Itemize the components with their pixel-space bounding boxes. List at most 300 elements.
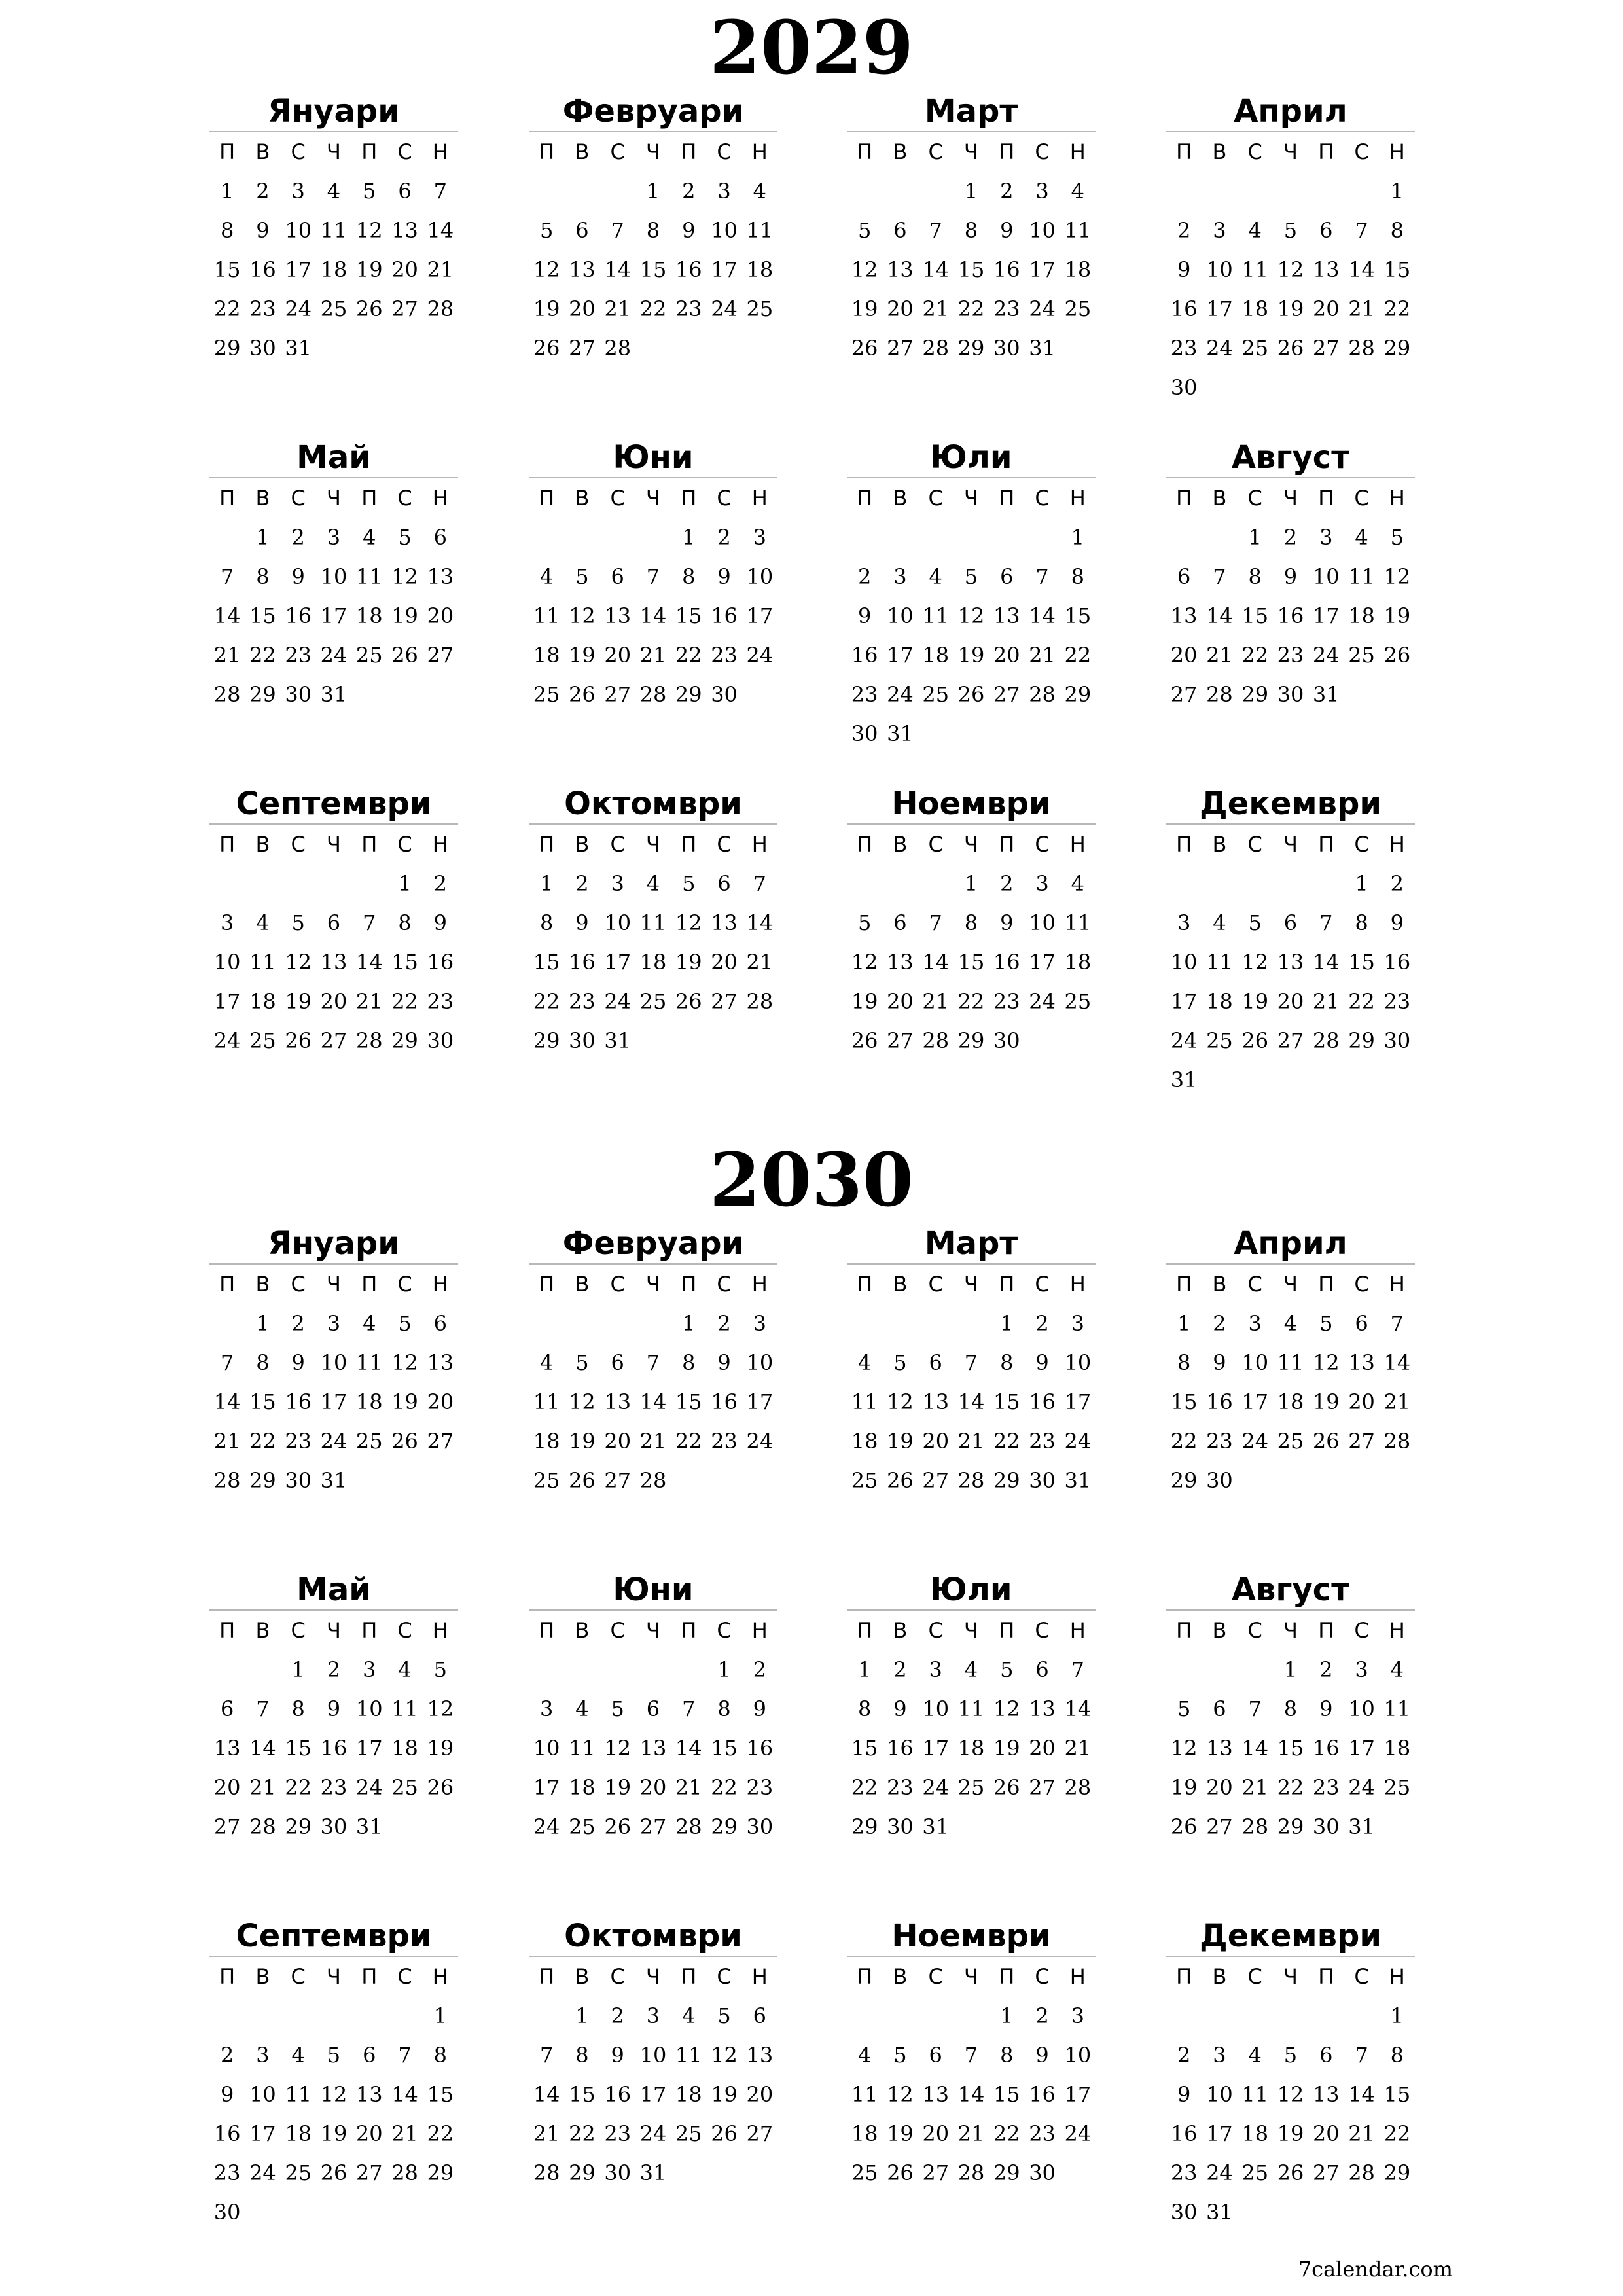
empty-cell bbox=[351, 864, 387, 903]
day-cell: 4 bbox=[682, 2003, 696, 2028]
day-cell: 28 bbox=[1241, 1814, 1269, 1839]
weekday-label: П bbox=[857, 1618, 873, 1643]
day-cell: 7 bbox=[964, 1350, 978, 1375]
day-cell: 16 bbox=[285, 603, 312, 628]
day-cell: 14 bbox=[1064, 1696, 1092, 1721]
day-cell: 19 bbox=[675, 950, 702, 975]
day-grid bbox=[529, 132, 777, 368]
day-cell: 5 bbox=[291, 910, 305, 935]
day-cell: 31 bbox=[639, 2161, 667, 2185]
day-cell: 23 bbox=[320, 1775, 348, 1800]
empty-cell bbox=[882, 1996, 918, 2036]
day-cell: 27 bbox=[1029, 1775, 1056, 1800]
day-cell: 13 bbox=[391, 218, 418, 243]
weekday-label: П bbox=[539, 1618, 555, 1643]
empty-cell bbox=[635, 518, 671, 557]
day-cell: 17 bbox=[1029, 950, 1056, 975]
day-cell: 26 bbox=[569, 1468, 596, 1493]
day-cell: 13 bbox=[1206, 1736, 1233, 1761]
day-cell: 23 bbox=[1312, 1775, 1340, 1800]
day-cell: 4 bbox=[575, 1696, 589, 1721]
empty-cell bbox=[1202, 171, 1237, 211]
day-cell: 25 bbox=[675, 2121, 702, 2146]
day-cell: 2 bbox=[1000, 179, 1014, 204]
weekday-label: П bbox=[219, 1964, 236, 1989]
month-block bbox=[1166, 438, 1415, 714]
day-cell: 8 bbox=[1071, 564, 1084, 589]
weekday-label: В bbox=[575, 486, 590, 511]
empty-cell bbox=[918, 864, 954, 903]
day-cell: 19 bbox=[1383, 603, 1411, 628]
day-cell: 13 bbox=[604, 1390, 632, 1414]
day-cell: 15 bbox=[249, 603, 276, 628]
day-cell: 3 bbox=[1071, 2003, 1084, 2028]
weekday-label: С bbox=[1035, 139, 1050, 164]
day-cell: 21 bbox=[1383, 1390, 1411, 1414]
day-cell: 11 bbox=[639, 910, 667, 935]
day-cell: 22 bbox=[851, 1775, 878, 1800]
month-block bbox=[847, 1224, 1096, 1500]
day-grid bbox=[529, 1611, 777, 1846]
day-cell: 15 bbox=[851, 1736, 878, 1761]
day-cell: 15 bbox=[1383, 2082, 1411, 2107]
day-cell: 16 bbox=[569, 950, 596, 975]
day-cell: 22 bbox=[1348, 989, 1375, 1014]
weekday-label: П bbox=[539, 1272, 555, 1297]
day-cell: 26 bbox=[993, 1775, 1020, 1800]
day-cell: 28 bbox=[1348, 336, 1375, 361]
day-cell: 17 bbox=[639, 2082, 667, 2107]
month-block bbox=[847, 1570, 1096, 1846]
day-cell: 1 bbox=[1071, 525, 1084, 550]
day-cell: 23 bbox=[675, 296, 702, 321]
day-cell: 17 bbox=[320, 1390, 348, 1414]
day-cell: 10 bbox=[355, 1696, 383, 1721]
day-cell: 11 bbox=[1064, 910, 1092, 935]
day-cell: 24 bbox=[1206, 2161, 1233, 2185]
day-cell: 26 bbox=[427, 1775, 454, 1800]
empty-cell bbox=[600, 1304, 635, 1343]
day-cell: 19 bbox=[887, 1429, 914, 1454]
day-cell: 4 bbox=[1390, 1657, 1404, 1682]
day-cell: 13 bbox=[1312, 257, 1340, 282]
weekday-label: В bbox=[575, 1272, 590, 1297]
day-cell: 4 bbox=[1248, 2043, 1262, 2068]
day-cell: 13 bbox=[427, 1350, 454, 1375]
day-cell: 1 bbox=[433, 2003, 447, 2028]
day-cell: 27 bbox=[922, 2161, 950, 2185]
day-cell: 18 bbox=[533, 643, 560, 668]
day-cell: 18 bbox=[675, 2082, 702, 2107]
weekday-label: Н bbox=[432, 1272, 448, 1297]
day-cell: 30 bbox=[1206, 1468, 1233, 1493]
weekday-label: В bbox=[255, 1618, 270, 1643]
day-cell: 7 bbox=[1390, 1311, 1404, 1336]
empty-cell bbox=[1166, 864, 1202, 903]
day-cell: 27 bbox=[604, 1468, 632, 1493]
day-cell: 30 bbox=[1383, 1028, 1411, 1053]
day-cell: 20 bbox=[1277, 989, 1304, 1014]
day-cell: 3 bbox=[327, 525, 341, 550]
empty-cell bbox=[847, 864, 882, 903]
day-cell: 24 bbox=[922, 1775, 950, 1800]
weekday-label: П bbox=[361, 139, 378, 164]
day-cell: 14 bbox=[746, 910, 774, 935]
day-cell: 17 bbox=[249, 2121, 276, 2146]
day-cell: 19 bbox=[569, 643, 596, 668]
weekday-label: Н bbox=[751, 1964, 768, 1989]
day-cell: 21 bbox=[1312, 989, 1340, 1014]
weekday-label: Н bbox=[1389, 1272, 1405, 1297]
day-cell: 18 bbox=[355, 1390, 383, 1414]
day-cell: 20 bbox=[922, 2121, 950, 2146]
day-cell: 6 bbox=[753, 2003, 766, 2028]
day-cell: 2 bbox=[753, 1657, 766, 1682]
day-cell: 3 bbox=[220, 910, 234, 935]
day-cell: 8 bbox=[1390, 218, 1404, 243]
day-cell: 7 bbox=[1319, 910, 1333, 935]
month-block bbox=[529, 438, 777, 714]
day-cell: 5 bbox=[539, 218, 554, 243]
day-cell: 16 bbox=[993, 257, 1020, 282]
weekday-label: С bbox=[928, 1964, 943, 1989]
day-cell: 13 bbox=[922, 2082, 950, 2107]
day-cell: 10 bbox=[1064, 1350, 1092, 1375]
day-cell: 31 bbox=[355, 1814, 383, 1839]
day-cell: 6 bbox=[1177, 564, 1191, 589]
day-cell: 13 bbox=[320, 950, 348, 975]
day-cell: 8 bbox=[291, 1696, 305, 1721]
empty-cell bbox=[1166, 1996, 1202, 2036]
day-cell: 21 bbox=[957, 2121, 985, 2146]
day-cell: 11 bbox=[1383, 1696, 1411, 1721]
day-cell: 2 bbox=[433, 871, 447, 896]
day-cell: 15 bbox=[249, 1390, 276, 1414]
day-cell: 30 bbox=[1029, 2161, 1056, 2185]
day-cell: 25 bbox=[355, 643, 383, 668]
day-cell: 4 bbox=[857, 2043, 872, 2068]
day-cell: 27 bbox=[1277, 1028, 1304, 1053]
day-cell: 17 bbox=[1206, 296, 1233, 321]
day-cell: 7 bbox=[964, 2043, 978, 2068]
day-cell: 2 bbox=[717, 525, 731, 550]
day-cell: 23 bbox=[213, 2161, 241, 2185]
weekday-label: Ч bbox=[1283, 1618, 1298, 1643]
day-cell: 6 bbox=[929, 2043, 942, 2068]
day-cell: 30 bbox=[711, 682, 738, 707]
weekday-label: С bbox=[928, 1272, 943, 1297]
day-cell: 9 bbox=[1000, 218, 1014, 243]
day-cell: 20 bbox=[1348, 1390, 1375, 1414]
day-cell: 17 bbox=[711, 257, 738, 282]
day-cell: 1 bbox=[1355, 871, 1368, 896]
weekday-label: Ч bbox=[646, 1272, 660, 1297]
day-cell: 12 bbox=[711, 2043, 738, 2068]
empty-cell bbox=[1273, 171, 1308, 211]
month-name: Август bbox=[1166, 1570, 1415, 1611]
day-cell: 31 bbox=[1064, 1468, 1092, 1493]
day-cell: 25 bbox=[1383, 1775, 1411, 1800]
day-cell: 10 bbox=[1206, 257, 1233, 282]
day-cell: 16 bbox=[285, 1390, 312, 1414]
day-cell: 4 bbox=[929, 564, 942, 589]
day-cell: 26 bbox=[1277, 2161, 1304, 2185]
empty-cell bbox=[351, 1996, 387, 2036]
day-cell: 24 bbox=[1241, 1429, 1269, 1454]
day-cell: 22 bbox=[675, 1429, 702, 1454]
day-cell: 7 bbox=[363, 910, 376, 935]
day-grid bbox=[847, 1611, 1096, 1846]
day-cell: 29 bbox=[993, 2161, 1020, 2185]
day-cell: 3 bbox=[291, 179, 305, 204]
weekday-label: В bbox=[575, 1964, 590, 1989]
day-cell: 29 bbox=[249, 682, 276, 707]
weekday-label: С bbox=[1035, 1618, 1050, 1643]
weekday-label: С bbox=[1354, 832, 1369, 857]
day-grid bbox=[847, 132, 1096, 368]
weekday-label: В bbox=[1212, 139, 1227, 164]
day-cell: 16 bbox=[1312, 1736, 1340, 1761]
month-block bbox=[1166, 92, 1415, 407]
day-cell: 4 bbox=[1355, 525, 1368, 550]
empty-cell bbox=[316, 1996, 351, 2036]
day-cell: 25 bbox=[249, 1028, 276, 1053]
weekday-label: П bbox=[1318, 139, 1334, 164]
day-cell: 21 bbox=[533, 2121, 560, 2146]
day-cell: 7 bbox=[220, 564, 234, 589]
day-cell: 22 bbox=[213, 296, 241, 321]
day-cell: 3 bbox=[1035, 179, 1049, 204]
weekday-label: С bbox=[1035, 1964, 1050, 1989]
empty-cell bbox=[989, 518, 1024, 557]
day-cell: 31 bbox=[285, 336, 312, 361]
day-cell: 4 bbox=[398, 1657, 412, 1682]
day-cell: 2 bbox=[717, 1311, 731, 1336]
weekday-label: С bbox=[717, 1272, 732, 1297]
weekday-label: В bbox=[575, 1618, 590, 1643]
month-block bbox=[529, 92, 777, 368]
day-cell: 1 bbox=[1283, 1657, 1298, 1682]
day-cell: 10 bbox=[887, 603, 914, 628]
day-cell: 21 bbox=[1064, 1736, 1092, 1761]
month-block bbox=[209, 1570, 458, 1846]
day-cell: 6 bbox=[611, 1350, 624, 1375]
day-cell: 14 bbox=[639, 1390, 667, 1414]
day-cell: 19 bbox=[993, 1736, 1020, 1761]
day-cell: 6 bbox=[575, 218, 589, 243]
day-cell: 1 bbox=[1177, 1311, 1191, 1336]
weekday-label: П bbox=[361, 1618, 378, 1643]
day-grid bbox=[529, 1957, 777, 2193]
day-cell: 17 bbox=[1170, 989, 1198, 1014]
day-cell: 5 bbox=[857, 218, 872, 243]
weekday-label: П bbox=[1176, 1618, 1192, 1643]
day-cell: 2 bbox=[575, 871, 589, 896]
day-cell: 18 bbox=[569, 1775, 596, 1800]
day-cell: 8 bbox=[1390, 2043, 1404, 2068]
weekday-label: С bbox=[928, 832, 943, 857]
day-cell: 15 bbox=[1348, 950, 1375, 975]
weekday-label: Н bbox=[1389, 1618, 1405, 1643]
day-cell: 30 bbox=[851, 721, 878, 746]
day-cell: 20 bbox=[1206, 1775, 1233, 1800]
day-cell: 24 bbox=[249, 2161, 276, 2185]
weekday-label: П bbox=[681, 832, 697, 857]
weekday-label: С bbox=[928, 486, 943, 511]
weekday-label: В bbox=[255, 832, 270, 857]
empty-cell bbox=[918, 171, 954, 211]
day-cell: 31 bbox=[922, 1814, 950, 1839]
day-cell: 8 bbox=[575, 2043, 589, 2068]
day-cell: 28 bbox=[1383, 1429, 1411, 1454]
day-cell: 1 bbox=[1390, 2003, 1404, 2028]
day-cell: 23 bbox=[1383, 989, 1411, 1014]
day-cell: 20 bbox=[887, 989, 914, 1014]
day-cell: 6 bbox=[893, 910, 907, 935]
day-cell: 21 bbox=[957, 1429, 985, 1454]
day-cell: 12 bbox=[533, 257, 560, 282]
day-cell: 19 bbox=[533, 296, 560, 321]
day-cell: 6 bbox=[1355, 1311, 1368, 1336]
day-cell: 4 bbox=[1248, 218, 1262, 243]
day-cell: 11 bbox=[1241, 257, 1269, 282]
weekday-label: С bbox=[1247, 1618, 1262, 1643]
weekday-label: Н bbox=[751, 1272, 768, 1297]
day-cell: 31 bbox=[1029, 336, 1056, 361]
weekday-label: П bbox=[1176, 1272, 1192, 1297]
day-cell: 11 bbox=[569, 1736, 596, 1761]
day-cell: 28 bbox=[1312, 1028, 1340, 1053]
month-block bbox=[529, 784, 777, 1060]
day-cell: 14 bbox=[249, 1736, 276, 1761]
weekday-label: В bbox=[1212, 1964, 1227, 1989]
empty-cell bbox=[600, 1650, 635, 1689]
day-cell: 10 bbox=[1241, 1350, 1269, 1375]
empty-cell bbox=[918, 1304, 954, 1343]
empty-cell bbox=[1202, 1650, 1237, 1689]
day-cell: 7 bbox=[646, 1350, 660, 1375]
day-cell: 26 bbox=[675, 989, 702, 1014]
day-cell: 30 bbox=[993, 1028, 1020, 1053]
weekday-label: П bbox=[219, 1618, 236, 1643]
day-cell: 21 bbox=[639, 1429, 667, 1454]
day-cell: 13 bbox=[746, 2043, 774, 2068]
day-cell: 2 bbox=[220, 2043, 234, 2068]
day-cell: 22 bbox=[711, 1775, 738, 1800]
day-cell: 8 bbox=[682, 1350, 696, 1375]
day-cell: 3 bbox=[1355, 1657, 1368, 1682]
day-cell: 9 bbox=[1035, 1350, 1049, 1375]
empty-cell bbox=[1308, 864, 1344, 903]
day-cell: 12 bbox=[851, 950, 878, 975]
day-cell: 11 bbox=[355, 564, 383, 589]
day-cell: 19 bbox=[427, 1736, 454, 1761]
weekday-label: Ч bbox=[327, 1272, 341, 1297]
day-cell: 17 bbox=[320, 603, 348, 628]
day-cell: 12 bbox=[391, 564, 418, 589]
day-cell: 20 bbox=[993, 643, 1020, 668]
day-cell: 20 bbox=[1170, 643, 1198, 668]
day-cell: 19 bbox=[604, 1775, 632, 1800]
day-cell: 8 bbox=[1355, 910, 1368, 935]
day-cell: 13 bbox=[887, 950, 914, 975]
month-block bbox=[209, 1224, 458, 1500]
day-cell: 21 bbox=[213, 1429, 241, 1454]
day-cell: 1 bbox=[256, 525, 270, 550]
day-cell: 18 bbox=[1241, 296, 1269, 321]
month-name: Август bbox=[1166, 438, 1415, 478]
day-cell: 5 bbox=[1000, 1657, 1014, 1682]
weekday-label: С bbox=[397, 1272, 412, 1297]
empty-cell bbox=[847, 171, 882, 211]
day-cell: 15 bbox=[1383, 257, 1411, 282]
day-cell: 5 bbox=[1177, 1696, 1191, 1721]
weekday-label: В bbox=[255, 1272, 270, 1297]
day-cell: 14 bbox=[427, 218, 454, 243]
day-cell: 21 bbox=[1348, 296, 1375, 321]
day-cell: 24 bbox=[320, 643, 348, 668]
empty-cell bbox=[1273, 864, 1308, 903]
day-cell: 20 bbox=[1029, 1736, 1056, 1761]
weekday-label: П bbox=[681, 1964, 697, 1989]
day-cell: 20 bbox=[922, 1429, 950, 1454]
month-block bbox=[1166, 784, 1415, 1100]
weekday-label: П bbox=[1318, 1964, 1334, 1989]
day-cell: 8 bbox=[256, 1350, 270, 1375]
empty-cell bbox=[1308, 171, 1344, 211]
day-cell: 3 bbox=[611, 871, 624, 896]
day-cell: 15 bbox=[639, 257, 667, 282]
day-cell: 30 bbox=[285, 1468, 312, 1493]
day-cell: 24 bbox=[355, 1775, 383, 1800]
weekday-label: В bbox=[575, 139, 590, 164]
weekday-label: Ч bbox=[646, 486, 660, 511]
day-cell: 16 bbox=[1029, 1390, 1056, 1414]
day-cell: 11 bbox=[675, 2043, 702, 2068]
month-name: Май bbox=[209, 438, 458, 478]
day-cell: 31 bbox=[1206, 2200, 1233, 2225]
day-cell: 27 bbox=[639, 1814, 667, 1839]
day-cell: 1 bbox=[256, 1311, 270, 1336]
day-cell: 29 bbox=[1383, 2161, 1411, 2185]
weekday-label: С bbox=[291, 1964, 306, 1989]
day-cell: 16 bbox=[213, 2121, 241, 2146]
month-name: Януари bbox=[209, 92, 458, 132]
day-cell: 8 bbox=[717, 1696, 731, 1721]
day-cell: 31 bbox=[1170, 1067, 1198, 1092]
day-cell: 3 bbox=[1213, 218, 1226, 243]
day-cell: 28 bbox=[922, 1028, 950, 1053]
weekday-label: П bbox=[539, 832, 555, 857]
day-cell: 28 bbox=[427, 296, 454, 321]
day-cell: 6 bbox=[1319, 218, 1333, 243]
day-cell: 8 bbox=[964, 910, 978, 935]
month-name: Май bbox=[209, 1570, 458, 1611]
day-cell: 27 bbox=[887, 336, 914, 361]
day-cell: 17 bbox=[922, 1736, 950, 1761]
day-cell: 3 bbox=[256, 2043, 270, 2068]
day-cell: 22 bbox=[285, 1775, 312, 1800]
empty-cell bbox=[1202, 864, 1237, 903]
weekday-label: В bbox=[255, 486, 270, 511]
day-cell: 18 bbox=[851, 1429, 878, 1454]
day-cell: 13 bbox=[1348, 1350, 1375, 1375]
day-cell: 31 bbox=[320, 682, 348, 707]
day-cell: 26 bbox=[851, 1028, 878, 1053]
day-cell: 13 bbox=[1170, 603, 1198, 628]
day-cell: 30 bbox=[604, 2161, 632, 2185]
day-cell: 10 bbox=[711, 218, 738, 243]
